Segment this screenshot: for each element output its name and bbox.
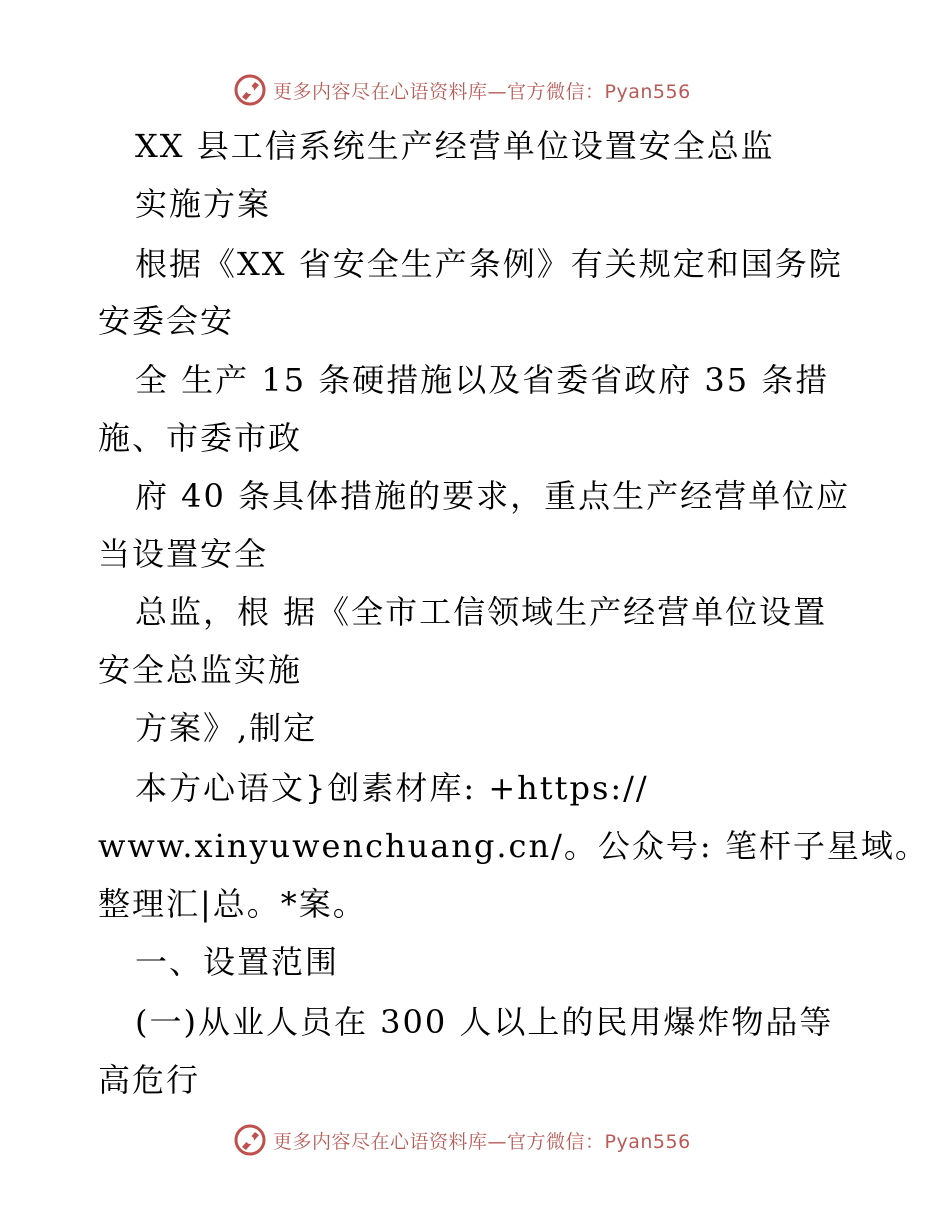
paragraph-line: www.xinyuwenchuang.cn/。公众号: 笔杆子星域。 xyxy=(98,827,929,865)
footer-banner xyxy=(233,1120,753,1160)
header-banner-text: 更多内容尽在心语资料库—官方微信：Pyan556 xyxy=(273,80,691,103)
paragraph-line: 方案》,制定 xyxy=(135,709,318,747)
section-heading: 一、设置范围 xyxy=(135,943,340,981)
paragraph-line: 本方心语文}创素材库: +https:// xyxy=(135,769,649,807)
doc-title-line-2: 实施方案 xyxy=(135,185,272,223)
paragraph-line: 全 生产 15 条硬措施以及省委省政府 35 条措 xyxy=(135,361,830,399)
paragraph-line: 根据《XX 省安全生产条例》有关规定和国务院 xyxy=(135,245,843,283)
paragraph-line: 当设置安全 xyxy=(98,535,269,573)
footer-banner-text: 更多内容尽在心语资料库—官方微信：Pyan556 xyxy=(273,1130,691,1153)
paragraph-line: 施、市委市政 xyxy=(98,419,303,457)
logo-icon xyxy=(233,1123,267,1157)
doc-title-line-1: XX 县工信系统生产经营单位设置安全总监 xyxy=(135,127,775,165)
header-banner xyxy=(233,70,753,110)
paragraph-line: 安全总监实施 xyxy=(98,651,303,689)
paragraph-line: 整理汇|总。*案。 xyxy=(98,885,367,923)
paragraph-line: 高危行 xyxy=(98,1061,201,1099)
paragraph-line: 总监，根 据《全市工信领域生产经营单位设置 xyxy=(135,593,828,631)
logo-icon xyxy=(233,73,267,107)
paragraph-line: 府 40 条具体措施的要求，重点生产经营单位应 xyxy=(135,477,851,515)
paragraph-line: 安委会安 xyxy=(98,302,235,340)
paragraph-line: (一)从业人员在 300 人以上的民用爆炸物品等 xyxy=(135,1003,834,1041)
